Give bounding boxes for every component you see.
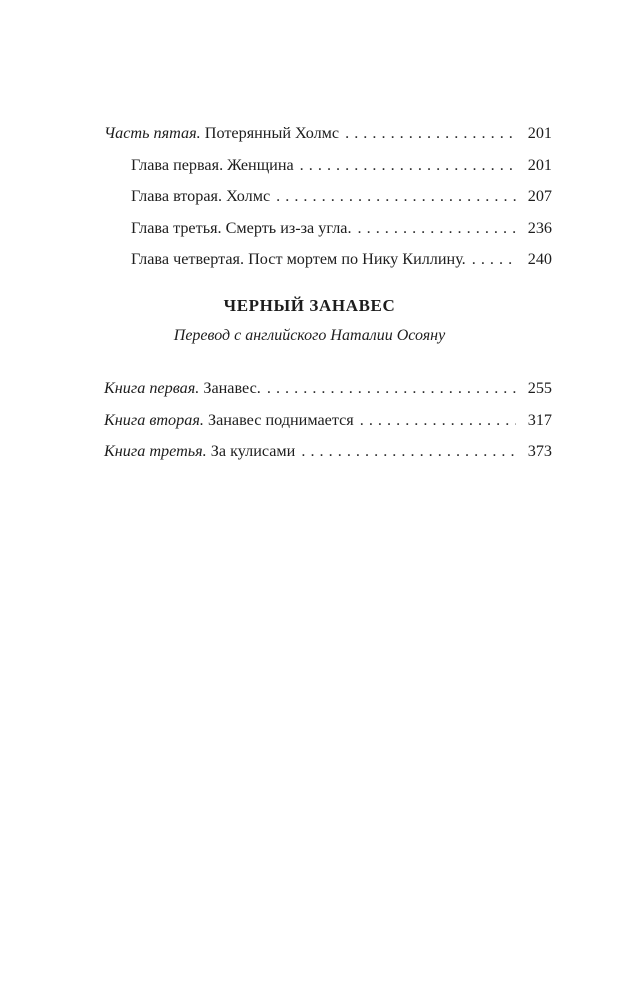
toc-entry-label [104,405,354,437]
toc-entry [104,118,552,150]
toc-entry [104,150,552,182]
toc-entry-title: Глава третья. Смерть из-за угла. [131,218,352,237]
dot-leader [301,436,516,468]
toc-entry [104,436,552,468]
dot-leader [358,213,516,245]
toc-entry [104,244,552,276]
dot-leader [345,118,516,150]
section-title: ЧЕРНЫЙ ЗАНАВЕС [223,296,396,315]
toc-entry-prefix: Часть пятая. [104,124,201,142]
dot-leader [276,181,516,213]
dot-leader [300,150,516,182]
toc-entry-title: Занавес поднимается [203,410,354,429]
table-of-contents-black-curtain [104,373,552,468]
translator-credit: Перевод с английского Наталии Осояну [173,327,446,344]
toc-entry [104,213,552,245]
toc-page-number: 201 [527,124,552,142]
toc-entry-prefix: Книга третья. [104,442,207,460]
toc-page-number: 240 [527,250,552,268]
toc-page-number: 255 [527,379,552,397]
toc-entry-prefix: Книга вторая. [104,410,204,429]
table-of-contents-part-five [104,118,552,276]
toc-page-number: 317 [527,410,552,429]
toc-entry-title: Глава четвертая. Пост мортем по Нику Киллину. [131,250,466,268]
dot-leader [472,244,516,276]
dot-leader [267,373,516,405]
toc-entry-title: За кулисами [206,442,296,460]
toc-page-number: 236 [527,218,552,237]
toc-entry [104,373,552,405]
toc-entry-prefix: Книга первая. [104,379,200,397]
toc-entry-title: Глава вторая. Холмс [131,187,271,205]
toc-entry-label [104,373,261,405]
toc-page-number: 207 [527,187,552,205]
toc-entry-title: Потерянный Холмс [200,124,340,142]
toc-entry-title: Глава первая. Женщина [131,155,294,174]
toc-page-number: 373 [527,442,552,460]
toc-page-number: 201 [527,155,552,174]
dot-leader [360,405,516,437]
toc-entry-label [104,436,295,468]
toc-entry [104,405,552,437]
toc-entry-label [104,118,339,150]
toc-entry [104,181,552,213]
toc-entry-title: Занавес. [199,379,261,397]
